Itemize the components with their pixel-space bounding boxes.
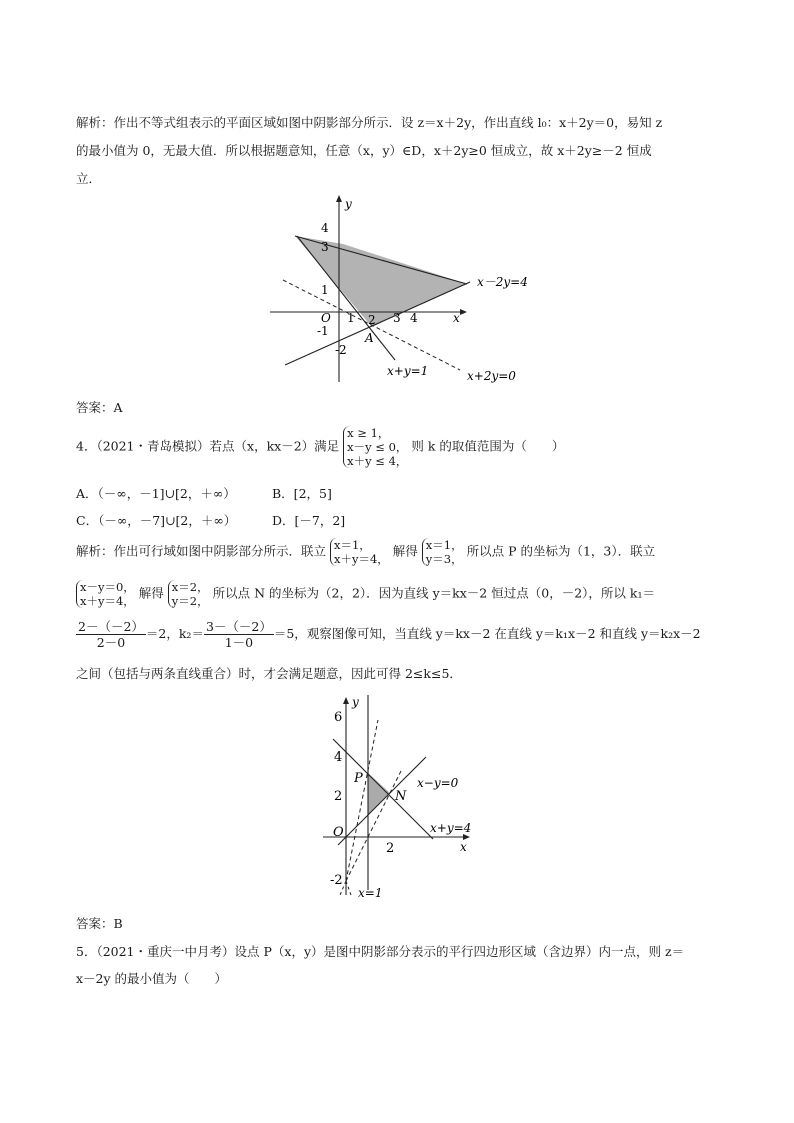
q4-fraction-k1-den: 2－0 — [96, 635, 126, 650]
q3-graph — [255, 190, 545, 390]
q3-label-x-2y-4: x－2y=4 — [477, 275, 528, 289]
q4-fraction-k1 — [76, 619, 146, 650]
q4-analysis-row-2 — [76, 580, 655, 608]
q4-constraint-2: x－y ≤ 0， — [347, 440, 408, 454]
q3-xtick-1: 1 — [347, 311, 355, 325]
q4-x-label: x — [460, 840, 467, 854]
q4-ytick-4: 4 — [334, 750, 343, 765]
q4-analysis-g: ＝5，观察图像可知，当直线 y＝kx－2 在直线 y＝k₁x－2 和直线 y＝k₂x－2 — [273, 626, 701, 641]
q4-analysis-row-1 — [76, 538, 655, 566]
q4-analysis-c: 所以点 P 的坐标为（1，3）．联立 — [466, 543, 656, 559]
q4-stem-prefix: 4．（2021・青岛模拟）若点（x，kx－2）满足 — [76, 438, 340, 454]
q4-constraint-3: x＋y ≤ 4， — [347, 454, 408, 468]
q4-label-x-y-0: x−y=0 — [417, 776, 459, 790]
q5-stem-line-2: x－2y 的最小值为（ ） — [76, 971, 228, 986]
q4-origin-label: O — [333, 825, 344, 840]
q4-option-d: D．[－7，2] — [272, 513, 346, 528]
q3-origin-label: O — [321, 311, 331, 325]
q4-solution-2-y: y＝2， — [171, 594, 209, 608]
q4-solution-2 — [168, 580, 209, 608]
q3-label-x+2y-0: x+2y=0 — [467, 369, 516, 383]
q3-ytick-4: 4 — [321, 221, 329, 235]
q3-analysis-line-3: 立． — [76, 171, 102, 186]
q3-ytick-neg1: -1 — [317, 324, 329, 338]
q4-fraction-k1-num: 2－（－2） — [78, 619, 144, 634]
q4-system-1 — [330, 538, 389, 566]
q4-system-1-eq1: x＝1， — [334, 538, 371, 552]
q3-analysis-line-2: 的最小值为 0，无最大值．所以根据题意知，任意（x，y）∈D，x＋2y≥0 恒成立，故 x＋2y≥－2 恒成 — [76, 143, 652, 158]
q4-answer: 答案：B — [76, 916, 123, 931]
q4-graph — [318, 690, 488, 902]
q3-xtick-2: 2 — [368, 313, 376, 327]
q4-stem — [76, 426, 564, 468]
q3-ytick-1: 1 — [321, 283, 329, 297]
q3-point-a-label: A — [365, 331, 374, 345]
q5-stem-line-1: 5．（2021・重庆一中月考）设点 P（x，y）是图中阴影部分表示的平行四边形区域（含边界）内一点，则 z＝ — [76, 944, 685, 959]
q4-ytick-6: 6 — [334, 710, 343, 725]
q4-analysis-e: 所以点 N 的坐标为（2，2）．因为直线 y＝kx－2 恒过点（0，－2），所以 k₁＝ — [212, 585, 655, 601]
q4-point-p-label: P — [354, 771, 363, 786]
q4-solution-2-x: x＝2， — [171, 580, 209, 594]
q4-system-1-eq2: x＋y＝4， — [334, 552, 389, 566]
q4-analysis-a: 解析：作出可行域如图中阴影部分所示．联立 — [76, 543, 327, 559]
q4-system-2 — [76, 580, 135, 608]
q3-x-label: x — [453, 311, 460, 325]
q4-fraction-k2-den: 1－0 — [224, 635, 254, 650]
q4-solution-1-y: y＝3， — [425, 552, 463, 566]
q4-point-n-label: N — [395, 789, 407, 804]
q4-analysis-row-3 — [76, 619, 701, 650]
q4-ytick-neg2: -2 — [330, 873, 343, 888]
q3-xtick-3: 3 — [393, 311, 401, 325]
q4-ytick-2: 2 — [334, 789, 343, 804]
q3-xtick-4: 4 — [410, 311, 418, 325]
q4-analysis-d: 解得 — [138, 585, 164, 601]
q4-constraint-system — [343, 426, 407, 468]
q4-xtick-2: 2 — [386, 841, 395, 856]
q4-option-a: A．（－∞，－1]∪[2，＋∞） — [76, 486, 236, 501]
q3-ytick-neg2: -2 — [335, 343, 347, 357]
q4-system-2-eq2: x＋y＝4， — [80, 594, 135, 608]
q4-analysis-row-4: 之间（包括与两条直线重合）时，才会满足题意，因此可得 2≤k≤5． — [76, 666, 462, 681]
q4-fraction-k2-num: 3－（－2） — [205, 619, 272, 634]
q4-option-c: C．（－∞，－7]∪[2，＋∞） — [76, 513, 237, 528]
q4-fraction-k2 — [204, 619, 274, 650]
q4-label-x-1: x=1 — [358, 886, 383, 900]
q3-answer: 答案：A — [76, 400, 123, 415]
q3-ytick-3: 3 — [321, 240, 329, 254]
q4-stem-suffix: 则 k 的取值范围为（ ） — [411, 438, 565, 454]
q4-option-b: B．[2，5] — [272, 486, 332, 501]
q4-label-x+y-4: x+y=4 — [430, 821, 472, 835]
q4-analysis-f: ＝2，k₂＝ — [145, 626, 204, 641]
q4-analysis-b: 解得 — [392, 543, 418, 559]
q4-solution-1-x: x＝1， — [425, 538, 463, 552]
q4-constraint-1: x ≥ 1， — [347, 426, 390, 440]
q4-system-2-eq1: x－y＝0， — [80, 580, 135, 594]
q3-y-label: y — [345, 197, 352, 211]
q4-feasible-region — [368, 773, 390, 815]
q4-line-x-y-0 — [338, 757, 426, 845]
q4-solution-1 — [422, 538, 463, 566]
q3-label-x+y-1: x+y=1 — [387, 364, 429, 378]
q4-y-label: y — [352, 695, 359, 709]
q3-analysis-line-1: 解析：作出不等式组表示的平面区域如图中阴影部分所示．设 z＝x＋2y，作出直线 l₀：x＋2y＝0，易知 z — [76, 115, 663, 130]
